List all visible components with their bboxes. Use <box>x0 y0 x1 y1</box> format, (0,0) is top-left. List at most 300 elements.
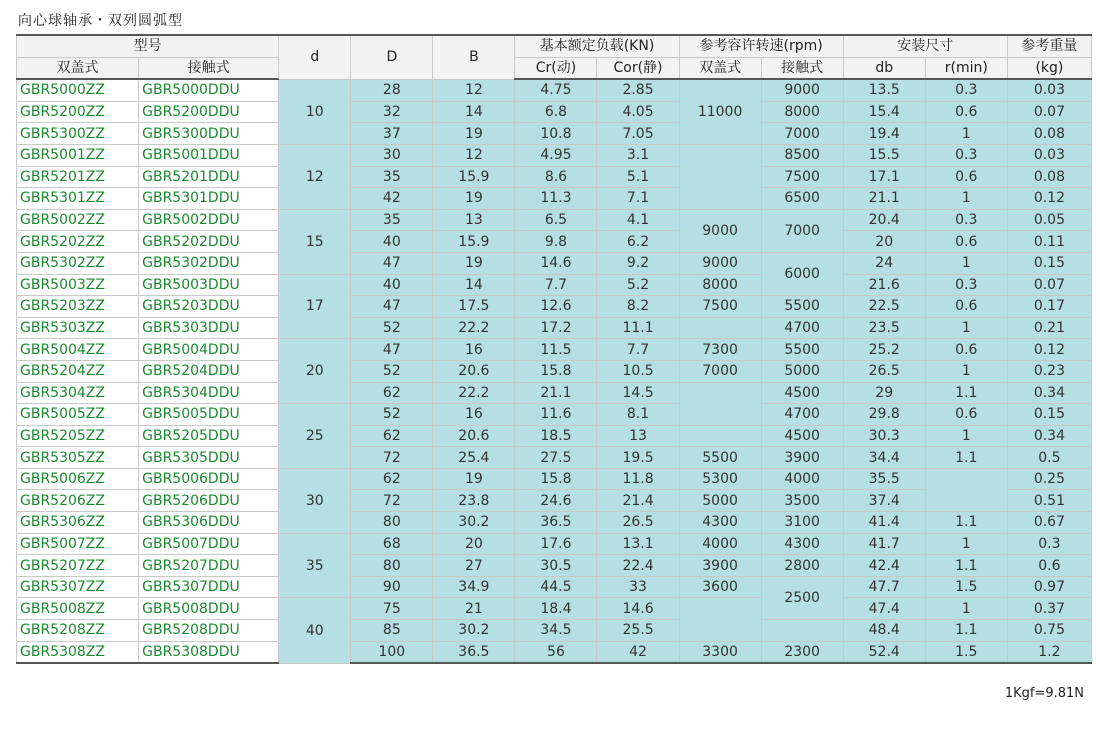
model-zz-cell: GBR5204ZZ <box>17 360 139 382</box>
dynamic-load-cell: 11.3 <box>515 188 597 210</box>
outer-diameter-cell: 80 <box>351 555 433 577</box>
width-cell: 19 <box>433 252 515 274</box>
speed-zz-cell: 5500 <box>679 447 761 469</box>
dynamic-load-cell: 24.6 <box>515 490 597 512</box>
outer-diameter-cell: 40 <box>351 231 433 253</box>
width-cell: 17.5 <box>433 296 515 318</box>
speed-zz-cell: 3900 <box>679 555 761 577</box>
header-weight: 参考重量 <box>1007 35 1091 57</box>
model-ddu-cell: GBR5202DDU <box>139 231 279 253</box>
weight-cell: 0.07 <box>1007 274 1091 296</box>
table-row <box>17 166 1092 188</box>
table-row <box>17 404 1092 426</box>
inner-diameter-cell: 30 <box>279 468 351 533</box>
static-load-cell: 4.05 <box>597 101 679 123</box>
table-row <box>17 641 1092 663</box>
speed-zz-cell: 7300 <box>679 339 761 361</box>
model-ddu-cell: GBR5007DDU <box>139 533 279 555</box>
install-r-cell: 1 <box>925 252 1007 274</box>
outer-diameter-cell: 100 <box>351 641 433 663</box>
header-db: db <box>843 57 925 79</box>
model-zz-cell: GBR5203ZZ <box>17 296 139 318</box>
model-zz-cell: GBR5005ZZ <box>17 404 139 426</box>
speed-zz-cell <box>679 144 761 209</box>
model-ddu-cell: GBR5004DDU <box>139 339 279 361</box>
install-r-cell: 1 <box>925 533 1007 555</box>
outer-diameter-cell: 42 <box>351 188 433 210</box>
outer-diameter-cell: 72 <box>351 490 433 512</box>
static-load-cell: 33 <box>597 576 679 598</box>
table-row <box>17 555 1092 577</box>
table-row <box>17 252 1092 274</box>
install-db-cell: 26.5 <box>843 360 925 382</box>
dynamic-load-cell: 18.4 <box>515 598 597 620</box>
model-ddu-cell: GBR5305DDU <box>139 447 279 469</box>
dynamic-load-cell: 4.95 <box>515 144 597 166</box>
weight-cell: 0.07 <box>1007 101 1091 123</box>
install-db-cell: 24 <box>843 252 925 274</box>
dynamic-load-cell: 18.5 <box>515 425 597 447</box>
speed-zz-cell: 8000 <box>679 274 761 296</box>
model-zz-cell: GBR5307ZZ <box>17 576 139 598</box>
header-model-zz: 双盖式 <box>17 57 139 79</box>
install-r-cell: 1 <box>925 360 1007 382</box>
install-db-cell: 30.3 <box>843 425 925 447</box>
model-zz-cell: GBR5201ZZ <box>17 166 139 188</box>
speed-ddu-cell: 4500 <box>761 382 843 404</box>
header-B: B <box>433 35 515 79</box>
install-db-cell: 23.5 <box>843 317 925 339</box>
weight-cell: 0.6 <box>1007 555 1091 577</box>
weight-cell: 0.75 <box>1007 620 1091 642</box>
table-row <box>17 598 1092 620</box>
dynamic-load-cell: 44.5 <box>515 576 597 598</box>
speed-ddu-cell: 6500 <box>761 188 843 210</box>
model-ddu-cell: GBR5203DDU <box>139 296 279 318</box>
weight-cell: 0.37 <box>1007 598 1091 620</box>
model-zz-cell: GBR5303ZZ <box>17 317 139 339</box>
speed-ddu-cell: 5500 <box>761 339 843 361</box>
table-row <box>17 425 1092 447</box>
model-ddu-cell: GBR5200DDU <box>139 101 279 123</box>
width-cell: 16 <box>433 404 515 426</box>
install-db-cell: 25.2 <box>843 339 925 361</box>
dynamic-load-cell: 9.8 <box>515 231 597 253</box>
table-row <box>17 231 1092 253</box>
inner-diameter-cell: 12 <box>279 144 351 209</box>
width-cell: 15.9 <box>433 166 515 188</box>
outer-diameter-cell: 52 <box>351 404 433 426</box>
width-cell: 19 <box>433 123 515 145</box>
weight-cell: 0.08 <box>1007 166 1091 188</box>
install-db-cell: 47.4 <box>843 598 925 620</box>
width-cell: 25.4 <box>433 447 515 469</box>
page-title: 向心球轴承・双列圆弧型 <box>18 13 183 29</box>
dynamic-load-cell: 14.6 <box>515 252 597 274</box>
weight-cell: 0.12 <box>1007 188 1091 210</box>
weight-cell: 0.51 <box>1007 490 1091 512</box>
install-db-cell: 15.4 <box>843 101 925 123</box>
speed-ddu-cell: 4000 <box>761 468 843 490</box>
install-r-cell: 0.3 <box>925 144 1007 166</box>
speed-zz-cell: 9000 <box>679 252 761 274</box>
speed-ddu-cell: 3900 <box>761 447 843 469</box>
width-cell: 13 <box>433 209 515 231</box>
install-db-cell: 47.7 <box>843 576 925 598</box>
install-r-cell: 0.3 <box>925 209 1007 231</box>
header-model: 型号 <box>17 35 279 57</box>
dynamic-load-cell: 4.75 <box>515 79 597 101</box>
inner-diameter-cell: 15 <box>279 209 351 274</box>
table-row <box>17 339 1092 361</box>
inner-diameter-cell: 10 <box>279 79 351 144</box>
table-row <box>17 296 1092 318</box>
dynamic-load-cell: 27.5 <box>515 447 597 469</box>
model-ddu-cell: GBR5304DDU <box>139 382 279 404</box>
width-cell: 14 <box>433 101 515 123</box>
width-cell: 19 <box>433 188 515 210</box>
model-ddu-cell: GBR5201DDU <box>139 166 279 188</box>
model-zz-cell: GBR5200ZZ <box>17 101 139 123</box>
install-r-cell: 0.3 <box>925 274 1007 296</box>
install-db-cell: 29 <box>843 382 925 404</box>
model-zz-cell: GBR5305ZZ <box>17 447 139 469</box>
static-load-cell: 5.2 <box>597 274 679 296</box>
model-zz-cell: GBR5208ZZ <box>17 620 139 642</box>
install-db-cell: 29.8 <box>843 404 925 426</box>
static-load-cell: 21.4 <box>597 490 679 512</box>
weight-cell: 0.34 <box>1007 425 1091 447</box>
static-load-cell: 7.1 <box>597 188 679 210</box>
static-load-cell: 25.5 <box>597 620 679 642</box>
install-r-cell: 1 <box>925 425 1007 447</box>
table-row <box>17 576 1092 598</box>
install-db-cell: 19.4 <box>843 123 925 145</box>
speed-ddu-cell: 5500 <box>761 296 843 318</box>
static-load-cell: 19.5 <box>597 447 679 469</box>
speed-zz-cell: 7000 <box>679 360 761 382</box>
model-ddu-cell: GBR5207DDU <box>139 555 279 577</box>
dynamic-load-cell: 11.6 <box>515 404 597 426</box>
model-ddu-cell: GBR5003DDU <box>139 274 279 296</box>
install-r-cell: 0.6 <box>925 231 1007 253</box>
static-load-cell: 11.8 <box>597 468 679 490</box>
outer-diameter-cell: 30 <box>351 144 433 166</box>
speed-ddu-cell: 4500 <box>761 425 843 447</box>
table-row <box>17 188 1092 210</box>
speed-ddu-cell: 4700 <box>761 317 843 339</box>
model-zz-cell: GBR5008ZZ <box>17 598 139 620</box>
static-load-cell: 26.5 <box>597 512 679 534</box>
speed-ddu-cell: 9000 <box>761 79 843 101</box>
header-d: d <box>279 35 351 79</box>
install-r-cell: 0.6 <box>925 166 1007 188</box>
install-r-cell: 1.1 <box>925 447 1007 469</box>
static-load-cell: 14.6 <box>597 598 679 620</box>
weight-cell: 0.03 <box>1007 144 1091 166</box>
table-row <box>17 79 1092 101</box>
static-load-cell: 13.1 <box>597 533 679 555</box>
model-ddu-cell: GBR5308DDU <box>139 641 279 663</box>
outer-diameter-cell: 85 <box>351 620 433 642</box>
speed-zz-cell: 5000 <box>679 490 761 512</box>
model-ddu-cell: GBR5303DDU <box>139 317 279 339</box>
width-cell: 23.8 <box>433 490 515 512</box>
outer-diameter-cell: 37 <box>351 123 433 145</box>
width-cell: 34.9 <box>433 576 515 598</box>
speed-ddu-cell: 7000 <box>761 123 843 145</box>
table-row <box>17 468 1092 490</box>
outer-diameter-cell: 62 <box>351 468 433 490</box>
install-r-cell: 1.1 <box>925 512 1007 534</box>
footnote: 1Kgf=9.81N <box>1004 686 1084 701</box>
speed-zz-cell: 3600 <box>679 576 761 598</box>
header-speed-ddu: 接触式 <box>761 57 843 79</box>
speed-ddu-cell: 2800 <box>761 555 843 577</box>
inner-diameter-cell: 20 <box>279 339 351 404</box>
table-row <box>17 274 1092 296</box>
model-zz-cell: GBR5308ZZ <box>17 641 139 663</box>
table-row <box>17 144 1092 166</box>
width-cell: 20.6 <box>433 360 515 382</box>
model-zz-cell: GBR5006ZZ <box>17 468 139 490</box>
header-weight-unit: (kg) <box>1007 57 1091 79</box>
model-zz-cell: GBR5000ZZ <box>17 79 139 101</box>
install-db-cell: 35.5 <box>843 468 925 490</box>
install-db-cell: 15.5 <box>843 144 925 166</box>
speed-zz-cell <box>679 317 761 339</box>
static-load-cell: 5.1 <box>597 166 679 188</box>
dynamic-load-cell: 21.1 <box>515 382 597 404</box>
speed-ddu-cell: 4700 <box>761 404 843 426</box>
width-cell: 20.6 <box>433 425 515 447</box>
speed-ddu-cell: 3500 <box>761 490 843 512</box>
model-ddu-cell: GBR5005DDU <box>139 404 279 426</box>
weight-cell: 0.15 <box>1007 404 1091 426</box>
static-load-cell: 13 <box>597 425 679 447</box>
outer-diameter-cell: 75 <box>351 598 433 620</box>
speed-zz-cell: 4300 <box>679 512 761 534</box>
install-r-cell: 0.6 <box>925 404 1007 426</box>
dynamic-load-cell: 17.2 <box>515 317 597 339</box>
install-db-cell: 22.5 <box>843 296 925 318</box>
dynamic-load-cell: 6.5 <box>515 209 597 231</box>
table-row <box>17 512 1092 534</box>
speed-zz-cell <box>679 598 761 641</box>
dynamic-load-cell: 36.5 <box>515 512 597 534</box>
speed-zz-cell: 3300 <box>679 641 761 663</box>
inner-diameter-cell: 35 <box>279 533 351 598</box>
install-r-cell: 1 <box>925 598 1007 620</box>
width-cell: 21 <box>433 598 515 620</box>
inner-diameter-cell: 40 <box>279 598 351 663</box>
outer-diameter-cell: 90 <box>351 576 433 598</box>
install-r-cell <box>925 468 1007 511</box>
weight-cell: 0.03 <box>1007 79 1091 101</box>
outer-diameter-cell: 62 <box>351 425 433 447</box>
outer-diameter-cell: 80 <box>351 512 433 534</box>
dynamic-load-cell: 7.7 <box>515 274 597 296</box>
model-zz-cell: GBR5302ZZ <box>17 252 139 274</box>
install-db-cell: 37.4 <box>843 490 925 512</box>
static-load-cell: 2.85 <box>597 79 679 101</box>
table-row <box>17 101 1092 123</box>
model-ddu-cell: GBR5204DDU <box>139 360 279 382</box>
speed-ddu-cell: 8500 <box>761 144 843 166</box>
outer-diameter-cell: 47 <box>351 296 433 318</box>
static-load-cell: 3.1 <box>597 144 679 166</box>
model-zz-cell: GBR5205ZZ <box>17 425 139 447</box>
install-r-cell: 1 <box>925 123 1007 145</box>
table-row <box>17 447 1092 469</box>
width-cell: 20 <box>433 533 515 555</box>
speed-ddu-cell: 4300 <box>761 533 843 555</box>
speed-ddu-cell: 8000 <box>761 101 843 123</box>
install-db-cell: 21.1 <box>843 188 925 210</box>
speed-zz-cell: 7500 <box>679 296 761 318</box>
dynamic-load-cell: 56 <box>515 641 597 663</box>
speed-zz-cell: 5300 <box>679 468 761 490</box>
outer-diameter-cell: 32 <box>351 101 433 123</box>
install-db-cell: 20.4 <box>843 209 925 231</box>
header-cr: Cr(动) <box>515 57 597 79</box>
model-zz-cell: GBR5202ZZ <box>17 231 139 253</box>
weight-cell: 0.12 <box>1007 339 1091 361</box>
model-ddu-cell: GBR5302DDU <box>139 252 279 274</box>
model-zz-cell: GBR5002ZZ <box>17 209 139 231</box>
install-r-cell: 0.6 <box>925 339 1007 361</box>
install-db-cell: 41.7 <box>843 533 925 555</box>
static-load-cell: 14.5 <box>597 382 679 404</box>
model-ddu-cell: GBR5208DDU <box>139 620 279 642</box>
install-db-cell: 20 <box>843 231 925 253</box>
outer-diameter-cell: 62 <box>351 382 433 404</box>
width-cell: 22.2 <box>433 317 515 339</box>
static-load-cell: 4.1 <box>597 209 679 231</box>
model-ddu-cell: GBR5301DDU <box>139 188 279 210</box>
install-db-cell: 13.5 <box>843 79 925 101</box>
static-load-cell: 7.7 <box>597 339 679 361</box>
weight-cell: 1.2 <box>1007 641 1091 663</box>
install-db-cell: 17.1 <box>843 166 925 188</box>
width-cell: 12 <box>433 79 515 101</box>
speed-ddu-cell: 5000 <box>761 360 843 382</box>
dynamic-load-cell: 12.6 <box>515 296 597 318</box>
static-load-cell: 9.2 <box>597 252 679 274</box>
outer-diameter-cell: 68 <box>351 533 433 555</box>
outer-diameter-cell: 52 <box>351 317 433 339</box>
weight-cell: 0.08 <box>1007 123 1091 145</box>
weight-cell: 0.15 <box>1007 252 1091 274</box>
install-r-cell: 1 <box>925 317 1007 339</box>
install-r-cell: 0.6 <box>925 296 1007 318</box>
install-db-cell: 34.4 <box>843 447 925 469</box>
model-zz-cell: GBR5300ZZ <box>17 123 139 145</box>
static-load-cell: 8.2 <box>597 296 679 318</box>
install-db-cell: 41.4 <box>843 512 925 534</box>
speed-zz-cell: 4000 <box>679 533 761 555</box>
speed-ddu-cell: 2500 <box>761 576 843 619</box>
weight-cell: 0.34 <box>1007 382 1091 404</box>
model-ddu-cell: GBR5205DDU <box>139 425 279 447</box>
dynamic-load-cell: 30.5 <box>515 555 597 577</box>
table-row <box>17 533 1092 555</box>
model-ddu-cell: GBR5307DDU <box>139 576 279 598</box>
header-r: r(min) <box>925 57 1007 79</box>
header-model-ddu: 接触式 <box>139 57 279 79</box>
inner-diameter-cell: 17 <box>279 274 351 339</box>
dynamic-load-cell: 15.8 <box>515 468 597 490</box>
speed-zz-cell: 11000 <box>679 79 761 144</box>
install-db-cell: 42.4 <box>843 555 925 577</box>
model-ddu-cell: GBR5008DDU <box>139 598 279 620</box>
model-ddu-cell: GBR5300DDU <box>139 123 279 145</box>
speed-ddu-cell: 3100 <box>761 512 843 534</box>
width-cell: 30.2 <box>433 620 515 642</box>
weight-cell: 0.23 <box>1007 360 1091 382</box>
width-cell: 22.2 <box>433 382 515 404</box>
dynamic-load-cell: 17.6 <box>515 533 597 555</box>
header-install: 安装尺寸 <box>843 35 1007 57</box>
table-row <box>17 382 1092 404</box>
speed-ddu-cell: 6000 <box>761 252 843 295</box>
dynamic-load-cell: 8.6 <box>515 166 597 188</box>
dynamic-load-cell: 11.5 <box>515 339 597 361</box>
model-ddu-cell: GBR5000DDU <box>139 79 279 101</box>
speed-zz-cell <box>679 425 761 447</box>
model-ddu-cell: GBR5206DDU <box>139 490 279 512</box>
outer-diameter-cell: 40 <box>351 274 433 296</box>
speed-ddu-cell: 7000 <box>761 209 843 252</box>
model-zz-cell: GBR5206ZZ <box>17 490 139 512</box>
header-cor: Cor(静) <box>597 57 679 79</box>
width-cell: 12 <box>433 144 515 166</box>
speed-zz-cell <box>679 382 761 425</box>
speed-ddu-cell: 7500 <box>761 166 843 188</box>
width-cell: 15.9 <box>433 231 515 253</box>
width-cell: 14 <box>433 274 515 296</box>
static-load-cell: 6.2 <box>597 231 679 253</box>
weight-cell: 0.05 <box>1007 209 1091 231</box>
weight-cell: 0.5 <box>1007 447 1091 469</box>
install-db-cell: 48.4 <box>843 620 925 642</box>
install-r-cell: 0.6 <box>925 101 1007 123</box>
header-load: 基本额定负载(KN) <box>515 35 679 57</box>
model-zz-cell: GBR5003ZZ <box>17 274 139 296</box>
outer-diameter-cell: 28 <box>351 79 433 101</box>
weight-cell: 0.67 <box>1007 512 1091 534</box>
table-row <box>17 317 1092 339</box>
install-r-cell: 1.5 <box>925 576 1007 598</box>
table-row <box>17 360 1092 382</box>
outer-diameter-cell: 35 <box>351 209 433 231</box>
width-cell: 16 <box>433 339 515 361</box>
outer-diameter-cell: 47 <box>351 339 433 361</box>
weight-cell: 0.21 <box>1007 317 1091 339</box>
weight-cell: 0.25 <box>1007 468 1091 490</box>
header-speed: 参考容许转速(rpm) <box>679 35 843 57</box>
speed-zz-cell: 9000 <box>679 209 761 252</box>
static-load-cell: 11.1 <box>597 317 679 339</box>
table-row <box>17 123 1092 145</box>
dynamic-load-cell: 6.8 <box>515 101 597 123</box>
model-zz-cell: GBR5207ZZ <box>17 555 139 577</box>
weight-cell: 0.97 <box>1007 576 1091 598</box>
inner-diameter-cell: 25 <box>279 404 351 469</box>
install-db-cell: 52.4 <box>843 641 925 663</box>
width-cell: 27 <box>433 555 515 577</box>
width-cell: 36.5 <box>433 641 515 663</box>
